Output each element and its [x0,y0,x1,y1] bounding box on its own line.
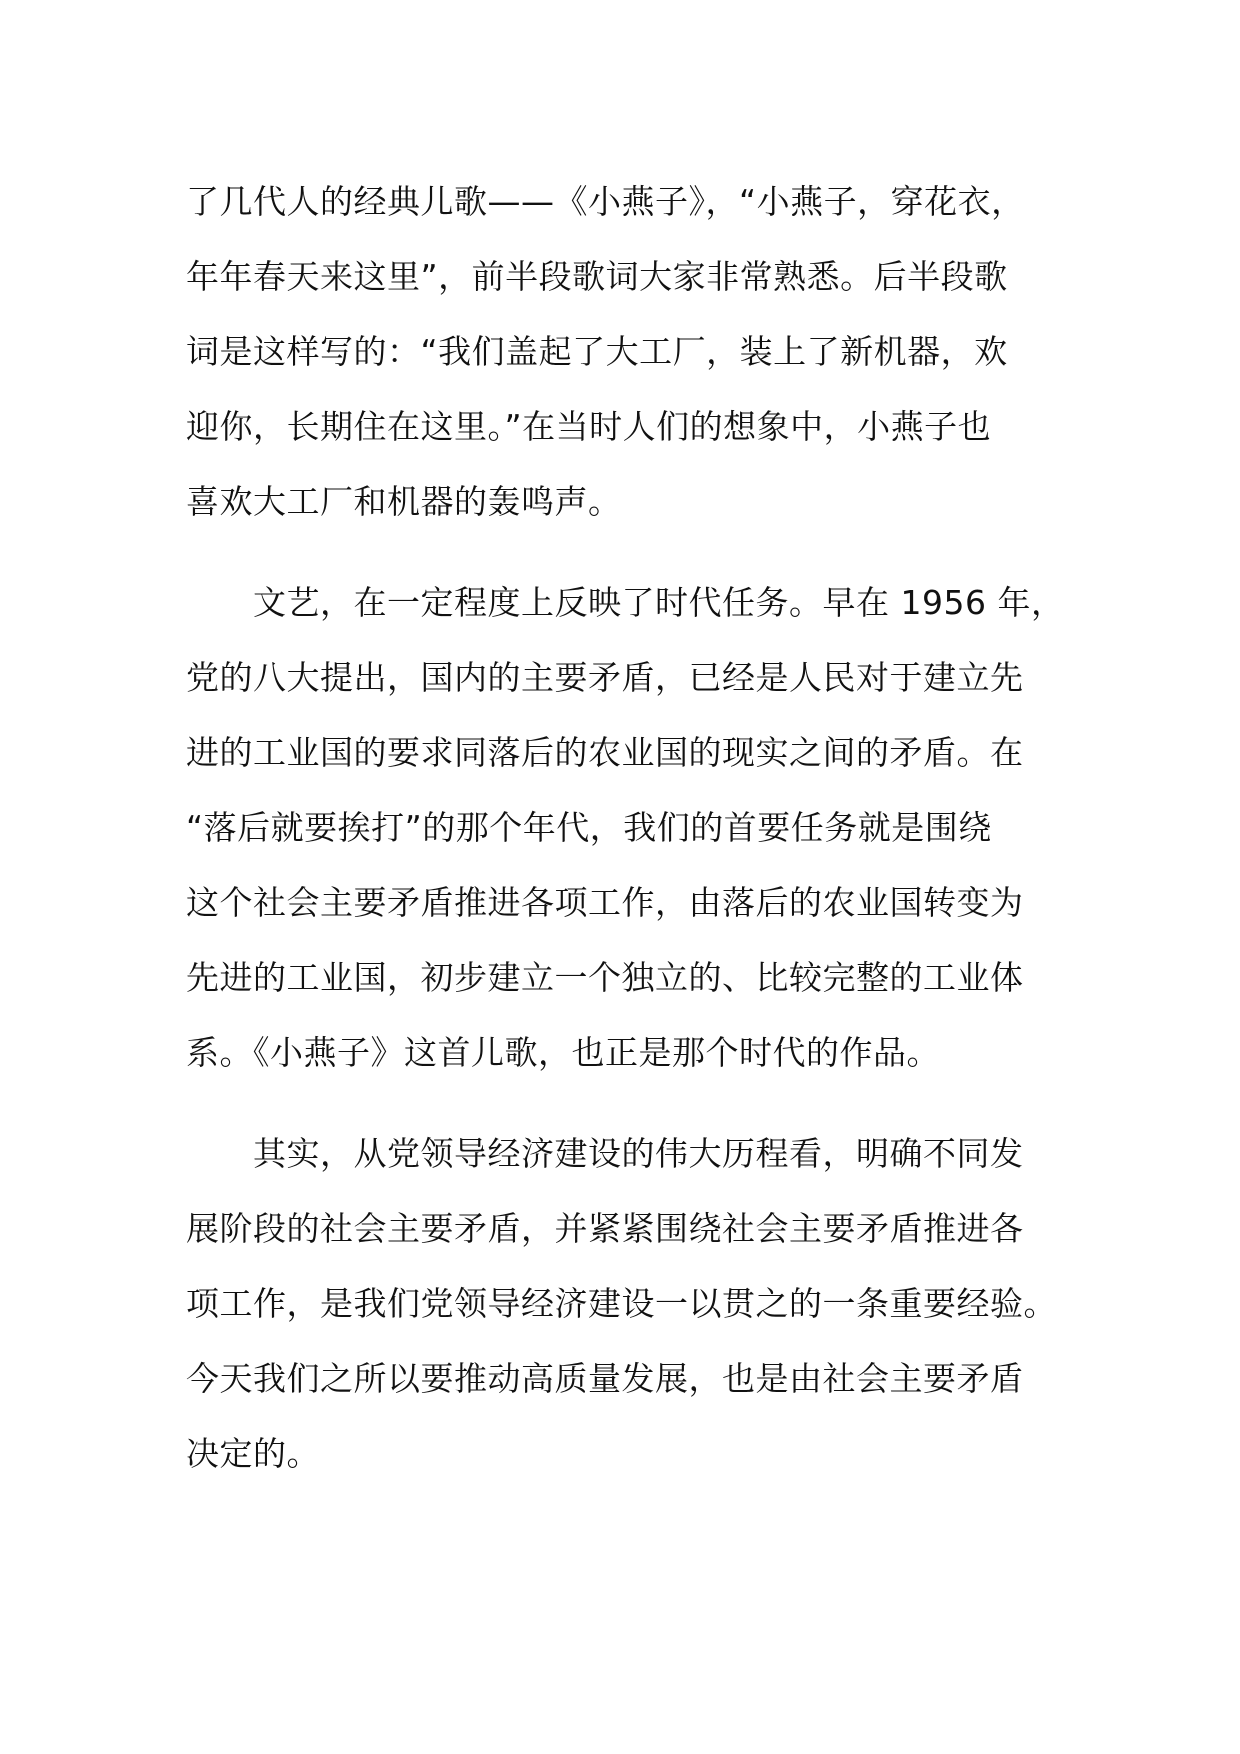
text-line: 其实，从党领导经济建设的伟大历程看，明确不同发 [186,1134,1024,1173]
text-line: 今天我们之所以要推动高质量发展，也是由社会主要矛盾 [186,1359,1024,1398]
text-line: 喜欢大工厂和机器的轰鸣声。 [186,482,622,521]
text-line: 展阶段的社会主要矛盾，并紧紧围绕社会主要矛盾推进各 [186,1209,1024,1248]
body-text [186,164,1066,1491]
text-line: 项工作，是我们党领导经济建设一以贯之的一条重要经验。 [186,1284,1057,1323]
text-line: 词是这样写的：“我们盖起了大工厂，装上了新机器，欢 [186,332,1008,371]
text-line: 决定的。 [186,1434,320,1473]
text-line: 进的工业国的要求同落后的农业国的现实之间的矛盾。在 [186,733,1024,772]
text-line: 文艺，在一定程度上反映了时代任务。早在 1956 年， [186,583,1065,622]
text-line: 了几代人的经典儿歌——《小燕子》，“小燕子，穿花衣， [186,182,1025,221]
paragraph-spacer [186,539,1066,565]
text-line: 迎你，长期住在这里。”在当时人们的想象中，小燕子也 [186,407,992,446]
text-line: 年年春天来这里”，前半段歌词大家非常熟悉。后半段歌 [186,257,1008,296]
paragraph [186,164,1066,539]
text-line: 这个社会主要矛盾推进各项工作，由落后的农业国转变为 [186,883,1024,922]
text-line: 系。《小燕子》这首儿歌，也正是那个时代的作品。 [186,1033,940,1072]
text-line: “落后就要挨打”的那个年代，我们的首要任务就是围绕 [186,808,992,847]
text-line: 党的八大提出，国内的主要矛盾，已经是人民对于建立先 [186,658,1024,697]
paragraph [186,565,1066,1090]
text-line: 先进的工业国，初步建立一个独立的、比较完整的工业体 [186,958,1024,997]
paragraph [186,1116,1066,1491]
paragraph-spacer [186,1090,1066,1116]
